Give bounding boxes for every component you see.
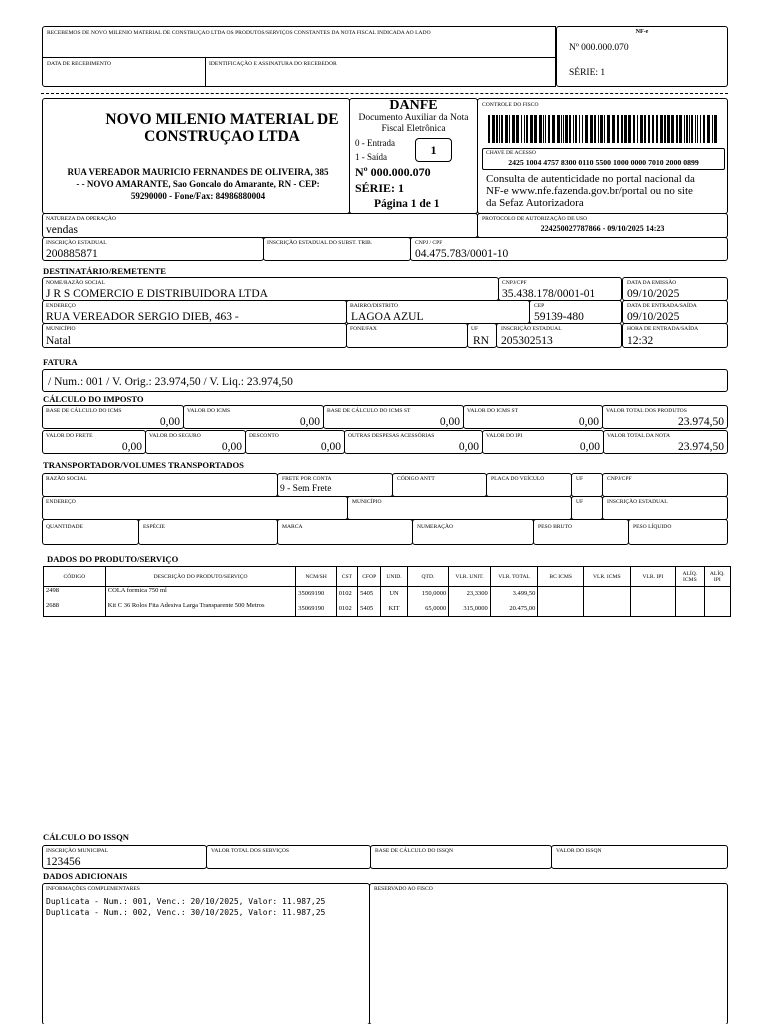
freight-value: 9 - Sem Frete	[280, 484, 332, 494]
duplicate-line-2: Duplicata - Num.: 002, Venc.: 30/10/2025, Valor: 11.987,25	[46, 908, 326, 917]
protocol-box	[477, 213, 728, 238]
products-table	[43, 566, 731, 617]
receipt-nfe-label: NF-e	[635, 29, 649, 35]
protocol-label: PROTOCOLO DE AUTORIZAÇÃO DE USO	[482, 216, 588, 222]
barcode-bar	[590, 115, 593, 143]
municipal-registration-value: 123456	[46, 856, 81, 868]
cut-line	[41, 93, 728, 94]
danfe-type-box	[415, 138, 452, 162]
receipt-date-box	[42, 57, 206, 87]
barcode-bar	[637, 115, 638, 143]
antt-label: CÓDIGO ANTT	[397, 476, 435, 482]
invoice-text: / Num.: 001 / V. Orig.: 23.974,50 / V. Liq.: 23.974,50	[48, 376, 293, 388]
recipient-address-value: RUA VEREADOR SERGIO DIEB, 463 -	[46, 311, 239, 323]
product-cell: Kit C 36 Rolos Fita Adesiva Larga Transparente 500 Metros	[105, 602, 295, 617]
product-cell	[676, 602, 704, 617]
barcode-bar	[686, 115, 688, 143]
barcode-bar	[534, 115, 537, 143]
carrier-uf-box	[571, 473, 603, 497]
recipient-uf-box	[467, 323, 497, 348]
danfe-number: Nº 000.000.070	[355, 165, 431, 179]
barcode-bar	[561, 115, 562, 143]
barcode-bar	[667, 115, 670, 143]
barcode-bar	[496, 115, 498, 143]
product-cell: 65,0000	[407, 602, 449, 617]
issqn-base-box	[370, 845, 552, 869]
barcode-bar	[671, 115, 674, 143]
barcode-bar	[492, 115, 495, 143]
product-cell	[676, 587, 704, 602]
recipient-cnpj-value: 35.438.178/0001-01	[502, 288, 596, 300]
entry-date-box	[622, 300, 728, 324]
recipient-name-label: NOME/RAZÃO SOCIAL	[46, 280, 105, 286]
product-cell	[538, 602, 584, 617]
tax-row2-value-1: 0,00	[221, 441, 242, 453]
quantity-label: QUANTIDADE	[46, 524, 83, 530]
barcode-bar	[712, 115, 713, 143]
product-cell	[630, 602, 676, 617]
recipient-name-box	[42, 277, 499, 301]
tax-row2-label-3: OUTRAS DESPESAS ACESSÓRIAS	[348, 433, 435, 439]
tax-row2-box-1	[145, 430, 246, 454]
tax-row2-box-5	[603, 430, 728, 454]
barcode-bar	[644, 115, 646, 143]
recipient-uf-value: RN	[473, 335, 489, 347]
tax-row1-box-2	[323, 405, 464, 429]
barcode-bar	[695, 115, 696, 143]
product-header-cell: VLR. ICMS	[583, 567, 630, 587]
fisco-control-box	[477, 98, 728, 214]
carrier-uf2-label: UF	[576, 499, 584, 505]
protocol-value: 224250027787866 - 09/10/2025 14:23	[540, 224, 665, 233]
species-box	[138, 519, 278, 545]
emitter-name-line2: CONSTRUÇAO LTDA	[144, 128, 300, 145]
emission-date-label: DATA DA EMISSÃO	[627, 280, 677, 286]
access-key-box	[482, 148, 725, 170]
tax-row2-label-0: VALOR DO FRETE	[46, 433, 93, 439]
city-box	[42, 323, 347, 348]
carrier-ie-label: INSCRIÇÃO ESTADUAL	[607, 499, 668, 505]
product-cell: 23,3300	[449, 587, 491, 602]
antt-box	[392, 473, 487, 497]
barcode-bar	[607, 115, 610, 143]
danfe-type-value: 1	[430, 143, 437, 157]
receipt-nfe-box	[556, 26, 728, 87]
quantity-box	[42, 519, 139, 545]
product-cell: COLA formica 750 ml	[105, 587, 295, 602]
product-header-cell: ALÍQ. IPI	[704, 567, 730, 587]
phone-label: FONE/FAX	[350, 326, 377, 332]
cep-value: 59139-480	[534, 311, 584, 323]
duplicate-line-1: Duplicata - Num.: 001, Venc.: 20/10/2025, Valor: 11.987,25	[46, 897, 326, 906]
barcode-bar	[679, 115, 682, 143]
cep-label: CEP	[534, 303, 545, 309]
barcode-bar	[526, 115, 528, 143]
tax-row1-label-3: VALOR DO ICMS ST	[467, 408, 519, 414]
danfe-page: Página 1 de 1	[374, 198, 440, 210]
tax-row1-box-0	[42, 405, 184, 429]
receipt-signature-box	[205, 57, 556, 87]
barcode-bar	[600, 115, 603, 143]
tax-row2-value-4: 0,00	[579, 441, 600, 453]
danfe-saida: 1 - Saída	[355, 152, 387, 162]
product-header-cell: VLR. TOTAL	[490, 567, 538, 587]
barcode-bar	[689, 115, 690, 143]
entry-time-value: 12:32	[627, 335, 654, 347]
products-section-title: DADOS DO PRODUTO/SERVIÇO	[47, 554, 179, 564]
barcode-bar	[543, 115, 544, 143]
gross-weight-box	[533, 519, 629, 545]
emitter-address-line1: RUA VEREADOR MAURICIO FERNANDES DE OLIVEIRA, 385	[67, 167, 329, 177]
emitter-name-line1: NOVO MILENIO MATERIAL DE	[105, 111, 339, 128]
recipient-uf-label: UF	[471, 326, 479, 332]
product-cell: 2688	[44, 602, 106, 617]
barcode-bar	[604, 115, 605, 143]
tax-section-title: CÁLCULO DO IMPOSTO	[43, 394, 144, 404]
emitter-box	[42, 98, 350, 214]
danfe-title: DANFE	[389, 98, 438, 113]
entry-time-label: HORA DE ENTRADA/SAÍDA	[627, 326, 699, 332]
tax-row1-value-4: 23.974,50	[678, 416, 724, 428]
product-cell: 35069190	[296, 602, 337, 617]
tax-row2-value-2: 0,00	[320, 441, 341, 453]
reserved-fisco-box	[369, 883, 728, 1024]
tax-row1-box-1	[183, 405, 324, 429]
product-cell: 3.499,50	[490, 587, 538, 602]
recipient-address-label: ENDEREÇO	[46, 303, 76, 309]
nature-label: NATUREZA DA OPERAÇÃO	[46, 216, 116, 222]
carrier-cnpj-box	[602, 473, 728, 497]
tax-row2-box-4	[482, 430, 604, 454]
emission-date-box	[622, 277, 728, 301]
entry-date-label: DATA DE ENTRADA/SAÍDA	[627, 303, 697, 309]
freight-box	[277, 473, 393, 497]
issqn-value-box	[551, 845, 728, 869]
recipient-cnpj-label: CNPJ/CPF	[502, 280, 527, 286]
carrier-address-label: ENDEREÇO	[46, 499, 76, 505]
barcode-bar	[612, 115, 615, 143]
additional-section-title: DADOS ADICIONAIS	[43, 871, 128, 881]
consult-line3: da Sefaz Autorizadora	[486, 197, 584, 209]
emitter-address-line3: 59290000 - Fone/Fax: 84986880004	[130, 191, 266, 201]
tax-row1-value-2: 0,00	[439, 416, 460, 428]
barcode-bar	[573, 115, 574, 143]
recipient-ie-value: 205302513	[501, 335, 553, 347]
city-label: MUNICÍPIO	[46, 326, 76, 332]
tax-row2-box-3	[344, 430, 483, 454]
danfe-series: SÉRIE: 1	[355, 181, 405, 195]
carrier-ie-box	[602, 496, 728, 520]
plate-label: PLACA DO VEÍCULO	[491, 476, 545, 482]
product-cell	[583, 587, 630, 602]
product-cell	[630, 587, 676, 602]
barcode-bar	[624, 115, 627, 143]
tax-row1-label-0: BASE DE CÁLCULO DO ICMS	[46, 408, 122, 414]
barcode-bar	[648, 115, 650, 143]
danfe-entrada: 0 - Entrada	[355, 138, 395, 148]
cep-box	[529, 300, 622, 324]
tax-row1-value-1: 0,00	[299, 416, 320, 428]
consult-line1: Consulta de autenticidade no portal nacional da	[486, 173, 695, 185]
ie-st-label: INSCRIÇÃO ESTADUAL DO SUBST. TRIB.	[267, 240, 373, 246]
receipt-nfe-series: SÉRIE: 1	[569, 68, 606, 78]
barcode-bar	[594, 115, 596, 143]
barcode-bar	[516, 115, 519, 143]
barcode-bar	[621, 115, 623, 143]
fisco-control-label: CONTROLE DO FISCO	[482, 102, 539, 108]
tax-row1-box-3	[463, 405, 603, 429]
receipt-stub-box	[42, 26, 556, 58]
recipient-section-title: DESTINATÁRIO/REMETENTE	[43, 266, 167, 276]
product-header-cell: UNID.	[381, 567, 407, 587]
species-label: ESPÉCIE	[143, 524, 166, 530]
product-cell: 0102	[336, 602, 357, 617]
tax-row1-label-4: VALOR TOTAL DOS PRODUTOS	[606, 408, 687, 414]
carrier-cnpj-label: CNPJ/CPF	[607, 476, 632, 482]
barcode-bar	[697, 115, 698, 143]
product-cell	[704, 602, 730, 617]
services-total-box	[206, 845, 371, 869]
danfe-subtitle1: Documento Auxiliar da Nota	[358, 113, 469, 123]
product-cell: 20.475,00	[490, 602, 538, 617]
consult-line2: NF-e www.nfe.fazenda.gov.br/portal ou no site	[486, 185, 693, 197]
carrier-city-box	[347, 496, 572, 520]
product-cell: 2498	[44, 587, 106, 602]
barcode-bar	[633, 115, 635, 143]
tax-row1-value-3: 0,00	[578, 416, 599, 428]
table-row	[44, 602, 731, 617]
recipient-ie-label: INSCRIÇÃO ESTADUAL	[501, 326, 562, 332]
barcode-bar	[548, 115, 550, 143]
tax-row2-value-0: 0,00	[121, 441, 142, 453]
issqn-base-label: BASE DE CÁLCULO DO ISSQN	[375, 848, 454, 854]
barcode-bar	[539, 115, 542, 143]
product-cell: 5405	[358, 587, 381, 602]
barcode-bar	[598, 115, 599, 143]
barcode-bar	[700, 115, 701, 143]
barcode-bar	[505, 115, 508, 143]
product-cell: 5405	[358, 602, 381, 617]
reserved-fisco-label: RESERVADO AO FISCO	[374, 886, 433, 892]
barcode-bar	[585, 115, 588, 143]
barcode-bar	[714, 115, 717, 143]
ie-value: 200885871	[46, 248, 98, 260]
product-header-cell: BC ICMS	[538, 567, 584, 587]
emitter-cnpj-value: 04.475.783/0001-10	[415, 248, 509, 260]
access-key-value: 2425 1004 4757 8300 0110 5500 1000 0000 7010 2000 0899	[508, 158, 699, 167]
barcode-bar	[656, 115, 658, 143]
receipt-signature-label: IDENTIFICAÇÃO E ASSINATURA DO RECEBEDOR	[209, 61, 337, 67]
tax-row2-value-5: 23.974,50	[678, 441, 724, 453]
product-cell: 150,0000	[407, 587, 449, 602]
tax-row2-label-4: VALOR DO IPI	[486, 433, 523, 439]
net-weight-box	[628, 519, 728, 545]
net-weight-label: PESO LÍQUIDO	[633, 524, 672, 530]
ie-label: INSCRIÇÃO ESTADUAL	[46, 240, 107, 246]
barcode-bar	[545, 115, 546, 143]
table-row	[44, 587, 731, 602]
issqn-value-label: VALOR DO ISSQN	[556, 848, 602, 854]
barcode-bar	[569, 115, 571, 143]
carrier-address-box	[42, 496, 348, 520]
barcode-bar	[524, 115, 525, 143]
services-total-label: VALOR TOTAL DOS SERVIÇOS	[211, 848, 289, 854]
ie-st-box	[263, 237, 411, 261]
product-cell	[538, 587, 584, 602]
product-header-cell: VLR. UNIT.	[449, 567, 491, 587]
numbering-box	[412, 519, 534, 545]
brand-box	[277, 519, 413, 545]
product-cell: 35069190	[296, 587, 337, 602]
barcode-bar	[640, 115, 643, 143]
product-header-cell: NCM/SH	[296, 567, 337, 587]
product-header-cell: CÓDIGO	[44, 567, 106, 587]
recipient-name-value: J R S COMERCIO E DISTRIBUIDORA LTDA	[46, 288, 268, 300]
freight-label: FRETE POR CONTA	[282, 476, 332, 482]
barcode	[488, 115, 718, 143]
barcode-bar	[652, 115, 654, 143]
emitter-cnpj-label: CNPJ / CPF	[415, 240, 443, 246]
tax-row2-value-3: 0,00	[458, 441, 479, 453]
product-cell	[583, 602, 630, 617]
municipal-registration-label: INSCRIÇÃO MUNICIPAL	[46, 848, 109, 854]
receipt-nfe-number: Nº 000.000.070	[569, 43, 629, 53]
district-value: LAGOA AZUL	[351, 311, 424, 323]
emitter-address-line2: - - NOVO AMARANTE, Sao Goncalo do Amarante, RN - CEP:	[76, 179, 320, 189]
product-header-cell: CST	[336, 567, 357, 587]
tax-row2-label-1: VALOR DO SEGURO	[149, 433, 201, 439]
plate-box	[486, 473, 572, 497]
barcode-bar	[557, 115, 560, 143]
tax-row2-box-2	[245, 430, 345, 454]
recipient-cnpj-box	[498, 277, 622, 301]
tax-row1-box-4	[602, 405, 728, 429]
receipt-text: RECEBEMOS DE NOVO MILENIO MATERIAL DE CONSTRUÇAO LTDA OS PRODUTOS/SERVIÇOS CONSTANTES DA NOTA FISCAL INDICADA AO LADO	[47, 30, 431, 36]
barcode-bar	[488, 115, 490, 143]
tax-row2-box-0	[42, 430, 146, 454]
barcode-bar	[501, 115, 503, 143]
barcode-bar	[676, 115, 678, 143]
carrier-name-label: RAZÃO SOCIAL	[46, 476, 87, 482]
barcode-bar	[509, 115, 510, 143]
carrier-name-box	[42, 473, 278, 497]
barcode-bar	[530, 115, 533, 143]
nature-value: vendas	[46, 224, 78, 236]
issqn-section-title: CÁLCULO DO ISSQN	[43, 832, 129, 842]
recipient-address-box	[42, 300, 347, 324]
entry-date-value: 09/10/2025	[627, 311, 680, 323]
product-header-cell: CFOP	[358, 567, 381, 587]
tax-row1-label-1: VALOR DO ICMS	[187, 408, 231, 414]
invoice-section-title: FATURA	[43, 357, 78, 367]
phone-box	[346, 323, 468, 348]
barcode-bar	[575, 115, 577, 143]
product-cell: KIT	[381, 602, 407, 617]
danfe-box	[349, 98, 478, 214]
danfe-subtitle2: Fiscal Eletrônica	[381, 124, 446, 134]
brand-label: MARCA	[282, 524, 303, 530]
barcode-bar	[691, 115, 693, 143]
carrier-uf-label: UF	[576, 476, 584, 482]
access-key-label: CHAVE DE ACESSO	[486, 150, 536, 156]
carrier-city-label: MUNICÍPIO	[352, 499, 382, 505]
emitter-cnpj-box	[410, 237, 728, 261]
barcode-bar	[499, 115, 500, 143]
transport-section-title: TRANSPORTADOR/VOLUMES TRANSPORTADOS	[43, 460, 244, 470]
product-cell: 315,0000	[449, 602, 491, 617]
tax-row2-label-5: VALOR TOTAL DA NOTA	[607, 433, 671, 439]
tax-row1-value-0: 0,00	[159, 416, 180, 428]
numbering-label: NUMERAÇÃO	[417, 524, 454, 530]
municipal-registration-box	[42, 845, 207, 869]
entry-time-box	[622, 323, 728, 348]
product-header-cell: QTD.	[407, 567, 449, 587]
product-header-cell: VLR. IPI	[630, 567, 676, 587]
gross-weight-label: PESO BRUTO	[538, 524, 572, 530]
city-value: Natal	[46, 335, 71, 347]
tax-row1-label-2: BASE DE CÁLCULO DO ICMS ST	[327, 408, 411, 414]
product-header-cell: ALÍQ. ICMS	[676, 567, 704, 587]
barcode-bar	[579, 115, 580, 143]
barcode-bar	[628, 115, 631, 143]
emission-date-value: 09/10/2025	[627, 288, 680, 300]
ie-box	[42, 237, 264, 261]
barcode-bar	[563, 115, 564, 143]
complementary-info-box	[42, 883, 370, 1024]
nature-box	[42, 213, 478, 238]
barcode-bar	[582, 115, 583, 143]
barcode-bar	[617, 115, 619, 143]
receipt-date-label: DATA DE RECEBIMENTO	[47, 61, 112, 67]
tax-row2-label-2: DESCONTO	[249, 433, 279, 439]
barcode-bar	[512, 115, 515, 143]
barcode-bar	[664, 115, 666, 143]
recipient-ie-box	[496, 323, 622, 348]
product-header-cell: DESCRIÇÃO DO PRODUTO/SERVIÇO	[105, 567, 295, 587]
barcode-bar	[660, 115, 663, 143]
barcode-bar	[552, 115, 555, 143]
product-cell: 0102	[336, 587, 357, 602]
barcode-bar	[703, 115, 705, 143]
district-label: BAIRRO/DISTRITO	[350, 303, 399, 309]
barcode-bar	[565, 115, 568, 143]
barcode-bar	[521, 115, 522, 143]
district-box	[346, 300, 530, 324]
invoice-box	[42, 369, 728, 392]
product-cell	[704, 587, 730, 602]
barcode-bar	[707, 115, 710, 143]
complementary-info-label: INFORMAÇÕES COMPLEMENTARES	[46, 886, 140, 892]
product-cell: UN	[381, 587, 407, 602]
barcode-bar	[684, 115, 685, 143]
carrier-uf2-box	[571, 496, 603, 520]
